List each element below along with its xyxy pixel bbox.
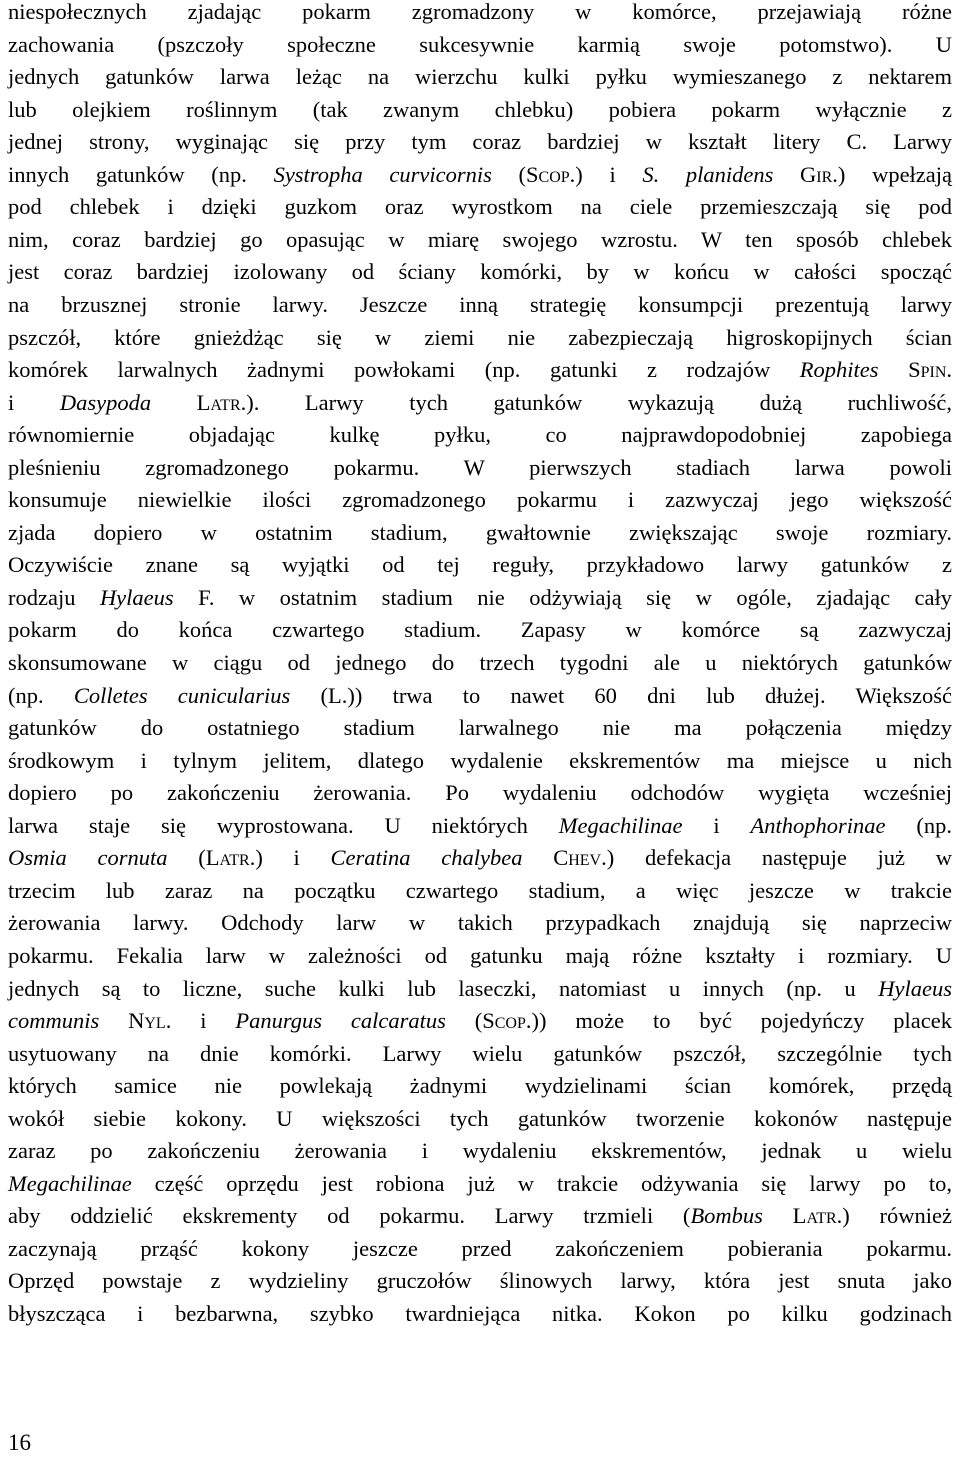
text-run: środkowym i tylnym jelitem, dlatego wydalenie ekskrementów ma miejsce u nich	[8, 747, 952, 773]
text-run: i	[682, 812, 751, 838]
text-line	[8, 60, 952, 93]
text-line	[8, 353, 952, 386]
text-run: L	[151, 389, 211, 415]
text-line	[8, 1199, 952, 1232]
text-run: zaczynają prząść kokony jeszcze przed zakończeniem pobierania pokarmu.	[8, 1235, 952, 1261]
text-run: .). Larwy tych gatunków wykazują dużą ruchliwość,	[240, 389, 952, 415]
text-run: . i	[165, 1008, 236, 1034]
text-line	[8, 1297, 952, 1330]
italic-text: Megachilinae	[8, 1170, 132, 1196]
text-run: błyszcząca i bezbarwna, szybko twardniejąca nitka. Kokon po kilku godzinach	[8, 1301, 952, 1326]
text-line	[8, 581, 952, 614]
text-run: równomiernie objadając kulkę pyłku, co najprawdopodobniej zapobiega	[8, 422, 952, 448]
text-line	[8, 288, 952, 321]
small-caps-text: ir	[816, 161, 833, 187]
small-caps-text: yl	[144, 1008, 166, 1034]
text-run: G	[773, 161, 817, 187]
text-line	[8, 646, 952, 679]
text-line	[8, 1264, 952, 1297]
text-run: jest coraz bardziej izolowany od ściany komórki, by w końcu w całości spocząć	[8, 259, 952, 285]
text-run: których samice nie powlekają żadnymi wydzielinami ścian komórek, przędą	[8, 1073, 952, 1099]
text-run: i	[8, 389, 60, 415]
text-run: dopiero po zakończeniu żerowania. Po wydaleniu odchodów wygięta wcześniej	[8, 780, 952, 806]
text-run: innych gatunków (np.	[8, 161, 274, 187]
text-line	[8, 1232, 952, 1265]
italic-text: Panurgus calcaratus	[235, 1008, 446, 1034]
text-run: pokarmu. Fekalia larw w zależności od gatunku mają różne kształty i rozmiary. U	[8, 942, 952, 968]
text-run: jednych są to liczne, suche kulki lub laseczki, natomiast u innych (np. u	[8, 975, 879, 1001]
small-caps-text: pin	[920, 357, 947, 383]
text-run: trzecim lub zaraz na początku czwartego stadium, a więc jeszcze w trakcie	[8, 877, 952, 903]
text-line	[8, 223, 952, 256]
text-line	[8, 190, 952, 223]
text-run: gatunków do ostatniego stadium larwalnego nie ma połączenia między	[8, 715, 952, 741]
text-run: .)) może to być pojedyńczy placek	[525, 1008, 952, 1034]
italic-text: Megachilinae	[558, 812, 683, 838]
text-run: .	[946, 357, 952, 383]
small-caps-text: hev	[568, 845, 602, 871]
text-run: skonsumowane w ciągu od jednego do trzech tygodni ale u niektórych gatunków	[8, 650, 952, 675]
text-line	[8, 1167, 952, 1200]
text-line	[8, 1134, 952, 1167]
italic-text: Rophites	[799, 357, 879, 383]
text-run: .) defekacja następuje już w	[601, 845, 952, 871]
text-run: zachowania (pszczoły społeczne sukcesywnie karmią swoje potomstwo). U	[8, 31, 952, 57]
text-run: konsumuje niewielkie ilości zgromadzonego pokarmu i zazwyczaj jego większość	[8, 487, 952, 513]
text-line	[8, 321, 952, 354]
text-line	[8, 1102, 952, 1135]
text-line	[8, 28, 952, 61]
italic-text: communis	[8, 1008, 100, 1034]
text-run: Oczywiście znane są wyjątki od tej reguły, przykładowo larwy gatunków z	[8, 552, 952, 578]
small-caps-text: cop	[494, 1008, 526, 1034]
text-run: żerowania larwy. Odchody larw w takich przypadkach znajdują się naprzeciw	[8, 910, 952, 936]
text-line	[8, 386, 952, 419]
text-line	[8, 972, 952, 1005]
text-run: (S	[491, 161, 539, 187]
text-run: (L.)) trwa to nawet 60 dni lub dłużej. Większość	[290, 682, 953, 708]
small-caps-text: atr	[806, 1203, 837, 1229]
text-line	[8, 1004, 952, 1037]
italic-text: Anthophorinae	[750, 812, 886, 838]
text-line	[8, 809, 952, 842]
text-line	[8, 255, 952, 288]
text-run: usytuowany na dnie komórki. Larwy wielu gatunków pszczół, szczególnie tych	[8, 1040, 952, 1066]
page-number: 16	[8, 1430, 31, 1455]
text-line	[8, 939, 952, 972]
text-run: na brzusznej stronie larwy. Jeszcze inną strategię konsumpcji prezentują larwy	[8, 291, 952, 317]
text-run: (np.	[8, 682, 74, 708]
text-line	[8, 0, 952, 28]
text-run: wokół siebie kokony. U większości tych gatunków tworzenie kokonów następuje	[8, 1105, 952, 1131]
small-caps-text: cop	[538, 161, 570, 187]
text-run: .) wpełzają	[832, 161, 953, 187]
text-run: Oprzęd powstaje z wydzieliny gruczołów ślinowych larwy, która jest snuta jako	[8, 1268, 952, 1294]
text-line	[8, 776, 952, 809]
text-line	[8, 613, 952, 646]
text-line	[8, 125, 952, 158]
italic-text: Osmia cornuta	[8, 845, 168, 871]
text-run: .) i	[249, 845, 331, 871]
text-run: pleśnieniu zgromadzonego pokarmu. W pierwszych stadiach larwa powoli	[8, 454, 952, 480]
text-line	[8, 93, 952, 126]
text-line	[8, 679, 952, 712]
text-line	[8, 1069, 952, 1102]
text-run: zaraz po zakończeniu żerowania i wydaleniu ekskrementów, jednak u wielu	[8, 1138, 952, 1164]
italic-text: Colletes cunicularius	[73, 682, 291, 708]
text-line	[8, 874, 952, 907]
text-run: jednych gatunków larwa leżąc na wierzchu kulki pyłku wymieszanego z nektarem	[8, 64, 952, 90]
text-line	[8, 418, 952, 451]
text-run: nim, coraz bardziej go opasując w miarę swojego wzrostu. W ten sposób chlebek	[8, 226, 952, 252]
text-run: C	[522, 845, 569, 871]
text-run: pszczół, które gnieżdżąc się w ziemi nie zabezpieczają higroskopijnych ścian	[8, 324, 952, 350]
text-run: larwa staje się wyprostowana. U niektórych	[8, 812, 559, 838]
italic-text: Dasypoda	[59, 389, 152, 415]
text-run: pod chlebek i dzięki guzkom oraz wyrostkom na ciele przemieszczają się pod	[8, 194, 952, 220]
small-caps-text: atr	[210, 389, 241, 415]
italic-text: Bombus	[690, 1203, 763, 1229]
text-run: S	[878, 357, 921, 383]
text-line	[8, 548, 952, 581]
text-run: N	[99, 1008, 145, 1034]
text-line	[8, 516, 952, 549]
text-run: zjada dopiero w ostatnim stadium, gwałtownie zwiększając swoje rozmiary.	[8, 519, 952, 545]
text-run: rodzaju	[8, 584, 100, 610]
italic-text: Hylaeus	[99, 584, 174, 610]
text-run: L	[762, 1203, 807, 1229]
text-run: (S	[445, 1008, 495, 1034]
italic-text: Systropha curvicornis	[273, 161, 492, 187]
text-run: (np.	[885, 812, 952, 838]
text-line	[8, 744, 952, 777]
text-line	[8, 483, 952, 516]
text-run: F. w ostatnim stadium nie odżywiają się w ogóle, zjadając cały	[173, 584, 953, 610]
text-run: (L	[167, 845, 220, 871]
text-run: .) również	[836, 1203, 953, 1229]
text-run: aby oddzielić ekskrementy od pokarmu. Larwy trzmieli (	[8, 1203, 691, 1229]
text-run: niespołecznych zjadając pokarm zgromadzony w komórce, przejawiają różne	[8, 0, 952, 24]
text-line	[8, 158, 952, 191]
text-run: jednej strony, wyginając się przy tym coraz bardziej w kształt litery C. Larwy	[8, 129, 952, 155]
text-run: część oprzędu jest robiona już w trakcie odżywania się larwy po to,	[131, 1170, 952, 1196]
small-caps-text: atr	[219, 845, 250, 871]
text-line	[8, 841, 952, 874]
text-run: lub olejkiem roślinnym (tak zwanym chlebku) pobiera pokarm wyłącznie z	[8, 96, 952, 122]
text-line	[8, 906, 952, 939]
text-run: komórek larwalnych żadnymi powłokami (np. gatunki z rodzajów	[8, 357, 800, 383]
text-run: pokarm do końca czwartego stadium. Zapasy w komórce są zazwyczaj	[8, 617, 952, 643]
text-line	[8, 711, 952, 744]
text-line	[8, 451, 952, 484]
italic-text: Ceratina chalybea	[330, 845, 523, 871]
text-run: .) i	[569, 161, 643, 187]
italic-text: Hylaeus	[878, 975, 952, 1001]
text-line	[8, 1037, 952, 1070]
italic-text: S. planidens	[642, 161, 774, 187]
